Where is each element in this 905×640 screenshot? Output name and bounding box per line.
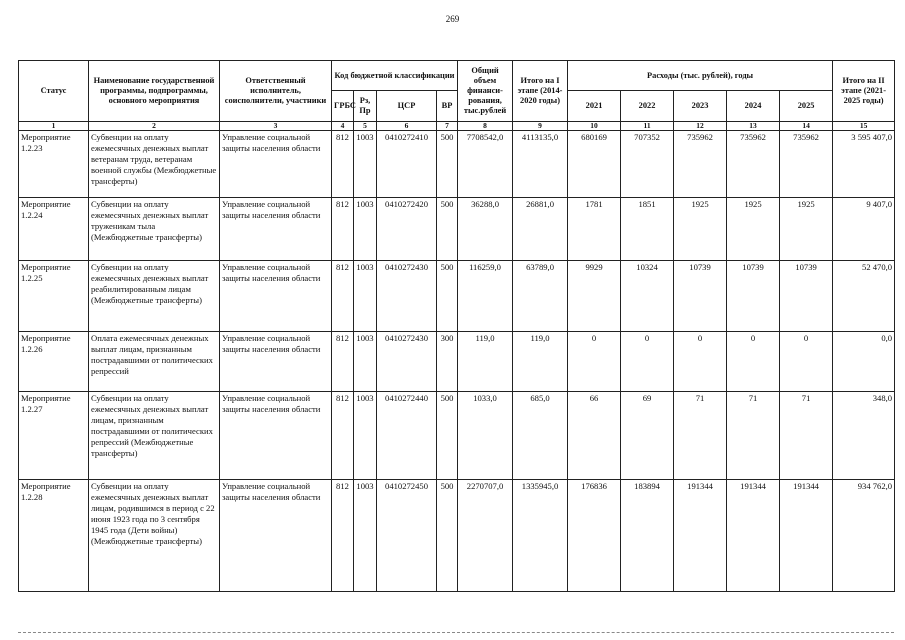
row-2021: 0: [568, 332, 621, 392]
row-grbs: 812: [332, 198, 354, 261]
row-status: Мероприятие 1.2.25: [19, 261, 89, 332]
row-vr: 500: [437, 131, 458, 198]
row-csr: 0410272430: [377, 332, 437, 392]
column-number: 12: [674, 122, 727, 131]
row-rz: 1003: [354, 480, 377, 592]
row-status: Мероприятие 1.2.28: [19, 480, 89, 592]
header-name: Наименование государственной программы, подпрограммы, основного мероприятия: [89, 61, 220, 122]
row-name: Субвенции на оплату ежемесячных денежных выплат лицам, признанным пострадавшими от политических репрессий (Межбюджетные трансферты): [89, 392, 220, 480]
row-stage2: 348,0: [833, 392, 895, 480]
row-stage1: 63789,0: [513, 261, 568, 332]
row-csr: 0410272440: [377, 392, 437, 480]
column-number: 15: [833, 122, 895, 131]
row-stage2: 9 407,0: [833, 198, 895, 261]
row-2022: 0: [621, 332, 674, 392]
row-stage2: 3 595 407,0: [833, 131, 895, 198]
column-number: 1: [19, 122, 89, 131]
row-total: 36288,0: [458, 198, 513, 261]
row-grbs: 812: [332, 131, 354, 198]
row-csr: 0410272420: [377, 198, 437, 261]
table-row: [19, 392, 895, 480]
table-row: [19, 261, 895, 332]
header-csr: ЦСР: [377, 91, 437, 122]
header-2022: 2022: [621, 91, 674, 122]
row-executor: Управление социальной защиты населения области: [220, 480, 332, 592]
row-executor: Управление социальной защиты населения области: [220, 332, 332, 392]
column-number: 13: [727, 122, 780, 131]
row-total: 1033,0: [458, 392, 513, 480]
column-number: 9: [513, 122, 568, 131]
header-stage2: Итого на II этапе (2021-2025 годы): [833, 61, 895, 122]
row-total: 7708542,0: [458, 131, 513, 198]
row-2024: 71: [727, 392, 780, 480]
column-number: 3: [220, 122, 332, 131]
row-2021: 176836: [568, 480, 621, 592]
row-2023: 71: [674, 392, 727, 480]
row-2021: 1781: [568, 198, 621, 261]
row-total: 116259,0: [458, 261, 513, 332]
row-2025: 71: [780, 392, 833, 480]
row-2022: 10324: [621, 261, 674, 332]
column-number: 5: [354, 122, 377, 131]
row-name: Субвенции на оплату ежемесячных денежных выплат ветеранам труда, ветеранам военной службы (Межбюджетные трансферты): [89, 131, 220, 198]
table-row: [19, 480, 895, 592]
header-2021: 2021: [568, 91, 621, 122]
row-status: Мероприятие 1.2.24: [19, 198, 89, 261]
row-vr: 500: [437, 261, 458, 332]
header-expenses: Расходы (тыс. рублей), годы: [568, 61, 833, 91]
table-row: [19, 131, 895, 198]
row-stage2: 52 470,0: [833, 261, 895, 332]
row-2023: 191344: [674, 480, 727, 592]
row-2024: 735962: [727, 131, 780, 198]
row-2021: 66: [568, 392, 621, 480]
header-2025: 2025: [780, 91, 833, 122]
row-grbs: 812: [332, 261, 354, 332]
row-2022: 1851: [621, 198, 674, 261]
row-stage2: 934 762,0: [833, 480, 895, 592]
row-vr: 300: [437, 332, 458, 392]
header-2023: 2023: [674, 91, 727, 122]
row-rz: 1003: [354, 261, 377, 332]
row-stage2: 0,0: [833, 332, 895, 392]
row-stage1: 4113135,0: [513, 131, 568, 198]
header-2024: 2024: [727, 91, 780, 122]
row-2024: 1925: [727, 198, 780, 261]
column-number: 14: [780, 122, 833, 131]
row-executor: Управление социальной защиты населения области: [220, 131, 332, 198]
row-rz: 1003: [354, 392, 377, 480]
row-stage1: 26881,0: [513, 198, 568, 261]
table-row: [19, 332, 895, 392]
row-stage1: 685,0: [513, 392, 568, 480]
row-2024: 191344: [727, 480, 780, 592]
row-rz: 1003: [354, 131, 377, 198]
row-vr: 500: [437, 480, 458, 592]
row-executor: Управление социальной защиты населения области: [220, 261, 332, 332]
header-grbs: ГРБС: [332, 91, 354, 122]
page-number: 269: [445, 14, 460, 24]
row-vr: 500: [437, 198, 458, 261]
row-2021: 9929: [568, 261, 621, 332]
row-total: 2270707,0: [458, 480, 513, 592]
row-rz: 1003: [354, 198, 377, 261]
header-stage1: Итого на I этапе (2014-2020 годы): [513, 61, 568, 122]
row-csr: 0410272430: [377, 261, 437, 332]
row-2025: 1925: [780, 198, 833, 261]
row-csr: 0410272450: [377, 480, 437, 592]
row-stage1: 119,0: [513, 332, 568, 392]
row-status: Мероприятие 1.2.26: [19, 332, 89, 392]
row-status: Мероприятие 1.2.23: [19, 131, 89, 198]
row-2024: 10739: [727, 261, 780, 332]
row-2023: 1925: [674, 198, 727, 261]
row-name: Субвенции на оплату ежемесячных денежных выплат труженикам тыла (Межбюджетные трансферты): [89, 198, 220, 261]
row-stage1: 1335945,0: [513, 480, 568, 592]
row-2022: 183894: [621, 480, 674, 592]
column-number-row: [19, 122, 895, 131]
column-number: 7: [437, 122, 458, 131]
column-number: 8: [458, 122, 513, 131]
row-2025: 735962: [780, 131, 833, 198]
row-status: Мероприятие 1.2.27: [19, 392, 89, 480]
row-grbs: 812: [332, 480, 354, 592]
row-2023: 0: [674, 332, 727, 392]
row-grbs: 812: [332, 332, 354, 392]
budget-table: [18, 60, 895, 592]
table-row: [19, 198, 895, 261]
header-total: Общий объем финанси-рования, тыс.рублей: [458, 61, 513, 122]
row-csr: 0410272410: [377, 131, 437, 198]
row-grbs: 812: [332, 392, 354, 480]
row-name: Субвенции на оплату ежемесячных денежных выплат реабилитированным лицам (Межбюджетные трансферты): [89, 261, 220, 332]
column-number: 2: [89, 122, 220, 131]
page-bottom-rule: [18, 632, 894, 633]
row-2023: 10739: [674, 261, 727, 332]
row-executor: Управление социальной защиты населения области: [220, 198, 332, 261]
row-2025: 0: [780, 332, 833, 392]
row-2024: 0: [727, 332, 780, 392]
column-number: 11: [621, 122, 674, 131]
column-number: 4: [332, 122, 354, 131]
header-status: Статус: [19, 61, 89, 122]
row-rz: 1003: [354, 332, 377, 392]
row-2021: 680169: [568, 131, 621, 198]
row-2025: 191344: [780, 480, 833, 592]
header-budget-code: Код бюджетной классификации: [332, 61, 458, 91]
row-2022: 69: [621, 392, 674, 480]
row-2022: 707352: [621, 131, 674, 198]
column-number: 10: [568, 122, 621, 131]
row-name: Оплата ежемесячных денежных выплат лицам, признанным пострадавшими от политических репрессий: [89, 332, 220, 392]
header-executor: Ответственный исполнитель, соисполнители, участники: [220, 61, 332, 122]
row-executor: Управление социальной защиты населения области: [220, 392, 332, 480]
row-vr: 500: [437, 392, 458, 480]
header-vr: ВР: [437, 91, 458, 122]
row-2025: 10739: [780, 261, 833, 332]
row-2023: 735962: [674, 131, 727, 198]
column-number: 6: [377, 122, 437, 131]
header-rz: Рз, Пр: [354, 91, 377, 122]
row-name: Субвенции на оплату ежемесячных денежных выплат лицам, родившимся в период с 22 июня 1923 года по 3 сентября 1945 года (Дети войны) (Межбюджетные трансферты): [89, 480, 220, 592]
row-total: 119,0: [458, 332, 513, 392]
